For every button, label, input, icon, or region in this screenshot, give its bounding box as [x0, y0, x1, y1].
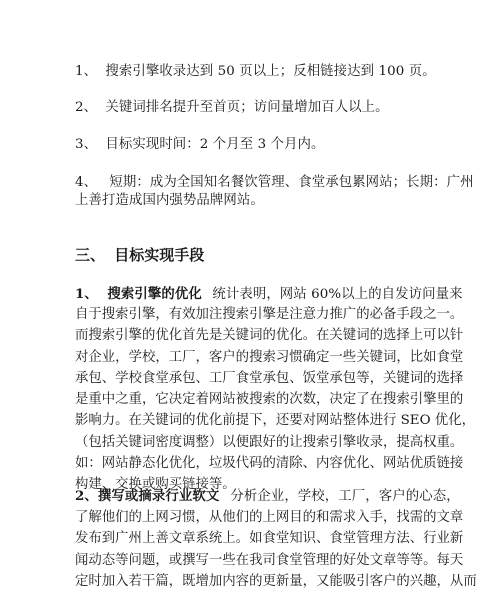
list-number: 3、	[75, 137, 98, 152]
item1-line: 是重中之重，它决定着网站被搜索的次数，决定了在搜索引擎里的	[75, 392, 464, 408]
list-item-4-continuation: 上善打造成国内强势品牌网站。	[75, 193, 264, 208]
item2-paragraph	[75, 507, 477, 592]
section-heading	[75, 244, 204, 266]
list-number: 2、	[75, 100, 98, 115]
list-text: 目标实现时间：2 个月至 3 个月内。	[105, 137, 325, 152]
item1-line: （包括关键词密度调整）以便跟好的让搜索引擎收录，提高权重。	[75, 434, 464, 450]
section-title: 目标实现手段	[114, 246, 205, 264]
item1-line: 而搜索引擎的优化首先是关键词的优化。在关键词的选择上可以针	[75, 328, 464, 344]
item2-first-line	[75, 486, 460, 507]
item1-line: 如：网站静态化优化，垃圾代码的清除、内容优化、网站优质链接	[75, 456, 464, 472]
item1-line: 统计表明，网站 60%以上的自发访问量来	[212, 287, 463, 302]
item2-label: 2、撰写或摘录行业软文	[75, 488, 220, 504]
item2-line: 发布到广州上善文章系统上。如食堂知识、食堂管理方法、行业新	[75, 531, 464, 547]
section-number: 三、	[75, 246, 106, 264]
item1-line: 承包、学校食堂承包、工厂食堂承包、饭堂承包等，关键词的选择	[75, 370, 464, 386]
item1-line: 构建、交换或购买链接等。	[75, 477, 236, 493]
item1-line: 自于搜索引擎，有效加注搜索引擎是注意力推广的必备手段之一。	[75, 307, 464, 322]
item2-line: 闻动态等问题，或撰写一些在我司食堂管理的好处文章等等。每天	[75, 552, 464, 568]
list-item-1	[75, 62, 436, 82]
list-item-2	[75, 98, 389, 118]
list-number: 1、	[75, 64, 98, 79]
list-text: 搜索引擎收录达到 50 页以上；反相链接达到 100 页。	[105, 64, 436, 79]
list-text: 短期：成为全国知名餐饮管理、食堂承包累网站；长期：广州	[109, 175, 474, 190]
item1-line: 对企业，学校，工厂，客户的搜索习惯确定一些关键词，比如食堂	[75, 349, 464, 365]
item2-line: 定时加入若干篇，既增加内容的更新量，又能吸引客户的兴趣，从而	[75, 573, 477, 589]
item1-line: 影响力。在关键词的优化前提下，还要对网站整体进行 SEO 优化，	[75, 413, 475, 429]
list-item-4	[75, 173, 474, 193]
item1-label: 1、 搜索引擎的优化	[75, 286, 202, 302]
list-number: 4、	[75, 175, 98, 190]
item2-line: 分析企业，学校，工厂，客户的心态，	[230, 489, 460, 504]
item2-line: 了解他们的上网习惯，从他们的上网目的和需求入手，找需的文章	[75, 510, 464, 525]
item1-paragraph	[75, 304, 475, 496]
list-item-3	[75, 135, 325, 155]
list-text: 关键词排名提升至首页；访问量增加百人以上。	[105, 100, 389, 115]
item1-first-line	[75, 284, 463, 305]
